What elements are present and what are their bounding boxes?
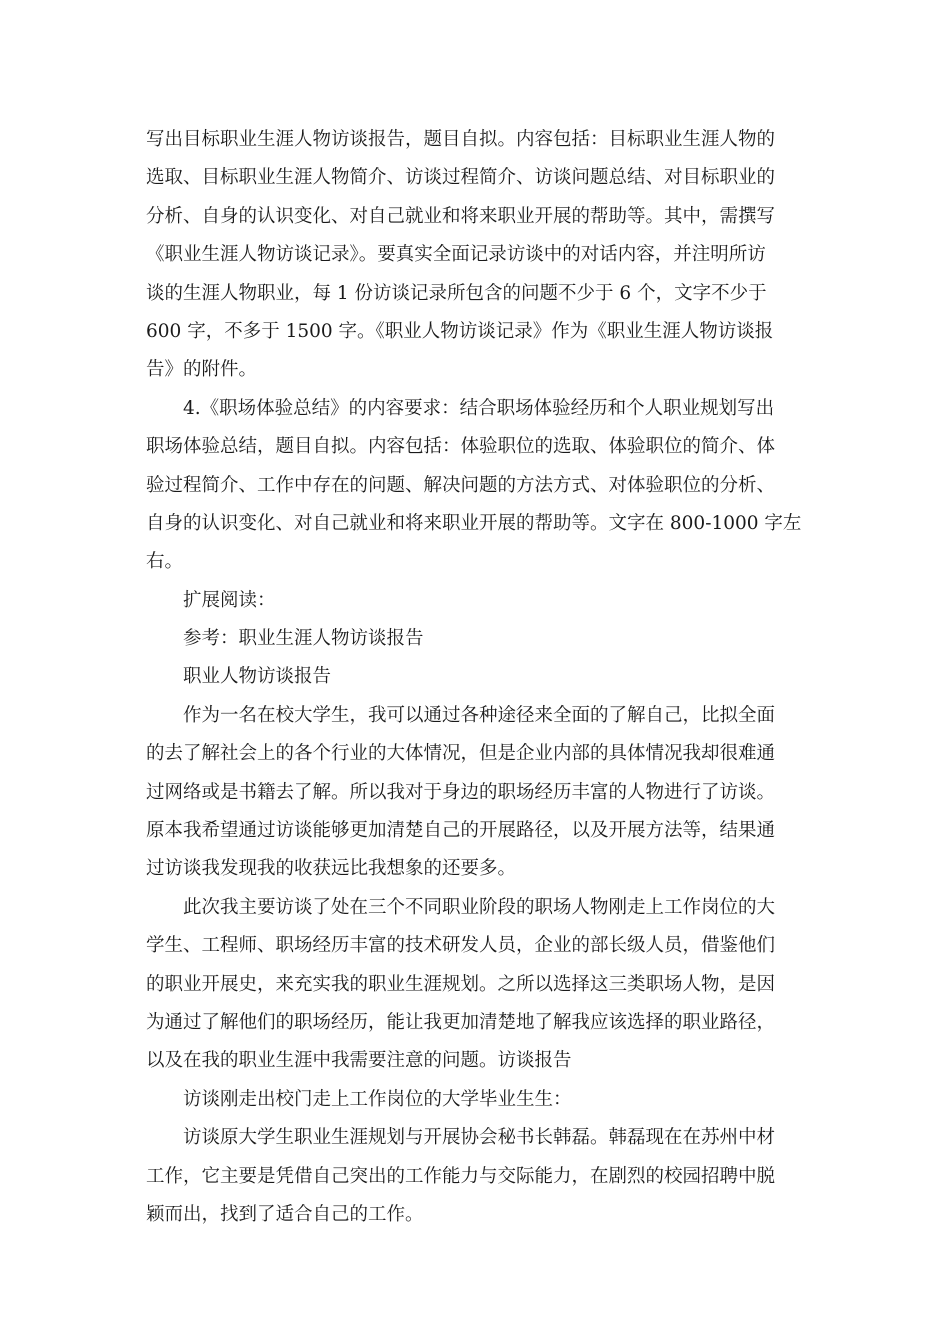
body-line: 选取、目标职业生涯人物简介、访谈过程简介、访谈问题总结、对目标职业的 <box>146 167 776 189</box>
body-line: 告》的附件。 <box>146 359 258 381</box>
paragraph-start-line: 4.《职场体验总结》的内容要求：结合职场体验经历和个人职业规划写出 <box>183 397 775 419</box>
body-line: 学生、工程师、职场经历丰富的技术研发人员，企业的部长级人员，借鉴他们 <box>146 935 776 957</box>
section-label: 扩展阅读： <box>183 589 276 611</box>
body-line: 颖而出，找到了适合自己的工作。 <box>146 1203 424 1225</box>
body-line: 职场体验总结，题目自拟。内容包括：体验职位的选取、体验职位的简介、体 <box>146 436 776 458</box>
body-line: 过网络或是书籍去了解。所以我对于身边的职场经历丰富的人物进行了访谈。 <box>146 781 776 803</box>
body-line: 原本我希望通过访谈能够更加清楚自己的开展路径，以及开展方法等，结果通 <box>146 820 776 842</box>
body-line: 分析、自身的认识变化、对自己就业和将来职业开展的帮助等。其中，需撰写 <box>146 205 776 227</box>
section-title: 职业人物访谈报告 <box>183 666 332 688</box>
paragraph-start-line: 作为一名在校大学生，我可以通过各种途径来全面的了解自己，比拟全面 <box>183 704 776 726</box>
body-line: 自身的认识变化、对自己就业和将来职业开展的帮助等。文字在 800-1000 字左 <box>146 512 802 534</box>
body-line: 写出目标职业生涯人物访谈报告，题目自拟。内容包括：目标职业生涯人物的 <box>146 129 776 150</box>
body-line: 的去了解社会上的各个行业的大体情况，但是企业内部的具体情况我却很难通 <box>146 743 776 765</box>
body-line: 过访谈我发现我的收获远比我想象的还要多。 <box>146 858 517 880</box>
body-line: 工作，它主要是凭借自己突出的工作能力与交际能力，在剧烈的校园招聘中脱 <box>146 1165 776 1187</box>
body-line: 《职业生涯人物访谈记录》。要真实全面记录访谈中的对话内容，并注明所访 <box>146 244 766 266</box>
body-line: 谈的生涯人物职业，每 1 份访谈记录所包含的问题不少于 6 个，文字不少于 <box>146 282 767 304</box>
document-body <box>146 121 806 1234</box>
body-line: 600 字，不多于 1500 字。《职业人物访谈记录》作为《职业生涯人物访谈报 <box>146 320 774 342</box>
body-line: 为通过了解他们的职场经历，能让我更加清楚地了解我应该选择的职业路径， <box>146 1011 776 1033</box>
body-line: 以及在我的职业生涯中我需要注意的问题。访谈报告 <box>146 1050 572 1072</box>
paragraph-start-line: 访谈刚走出校门走上工作岗位的大学毕业生生： <box>183 1088 572 1110</box>
body-line: 验过程简介、工作中存在的问题、解决问题的方法方式、对体验职位的分析、 <box>146 474 776 496</box>
body-line: 的职业开展史，来充实我的职业生涯规划。之所以选择这三类职场人物，是因 <box>146 973 776 995</box>
reference-line: 参考：职业生涯人物访谈报告 <box>183 628 424 650</box>
paragraph-start-line: 访谈原大学生职业生涯规划与开展协会秘书长韩磊。韩磊现在在苏州中材 <box>183 1127 776 1149</box>
paragraph-start-line: 此次我主要访谈了处在三个不同职业阶段的职场人物刚走上工作岗位的大 <box>183 896 776 918</box>
body-line: 右。 <box>146 551 184 573</box>
